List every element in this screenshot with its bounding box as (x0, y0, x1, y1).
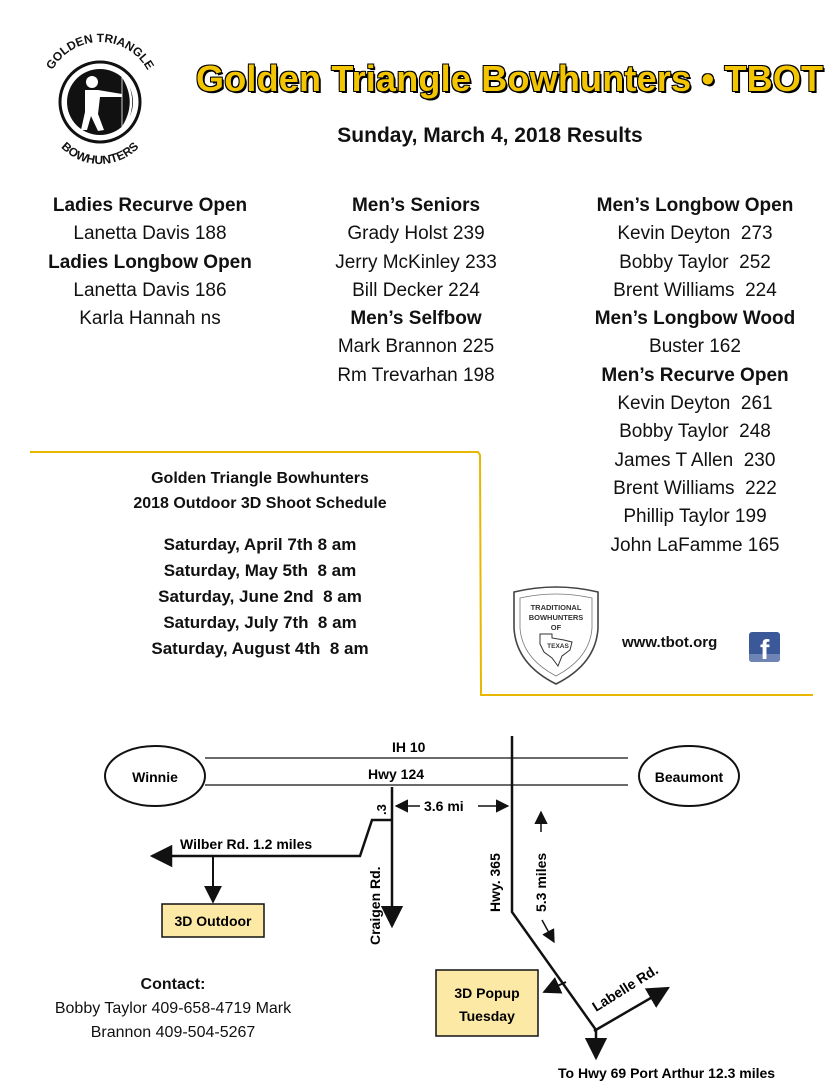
schedule-date: Saturday, May 5th 8 am (163, 561, 357, 580)
result-entry: Rm Trevarhan 198 (337, 364, 495, 386)
hwy124-label: Hwy 124 (368, 766, 425, 782)
result-entry: Jerry McKinley 233 (335, 251, 497, 273)
result-entry: Lanetta Davis 188 (73, 223, 227, 245)
category-heading: Men’s Recurve Open (601, 364, 789, 386)
3d-popup-day-label: Tuesday (459, 1008, 515, 1024)
point3-label: .3 (374, 804, 389, 815)
result-entry: Kevin Deyton 261 (617, 393, 773, 415)
winnie-label: Winnie (132, 769, 178, 785)
result-entry: Brent Williams 222 (613, 477, 777, 499)
result-entry: Bobby Taylor 248 (619, 421, 771, 443)
distance-label: 3.6 mi (424, 798, 464, 814)
result-entry: Phillip Taylor 199 (623, 506, 767, 528)
ih10-label: IH 10 (392, 739, 426, 755)
category-heading: Ladies Longbow Open (48, 251, 252, 273)
badge-text: TRADITIONAL (530, 603, 582, 612)
result-entry: Bobby Taylor 252 (619, 251, 771, 273)
category-heading: Men’s Longbow Open (596, 195, 794, 216)
miles53-label: 5.3 miles (533, 852, 549, 912)
result-entry: Grady Holst 239 (347, 223, 485, 245)
result-entry: Kevin Deyton 273 (617, 223, 773, 245)
contact-line: Brannon 409-504-5267 (90, 1024, 256, 1041)
schedule-date: Saturday, April 7th 8 am (163, 535, 357, 554)
result-entry: John LaFamme 165 (610, 534, 780, 556)
popup-arrow (544, 982, 566, 992)
category-heading: Men’s Selfbow (350, 308, 482, 330)
contact-line: Bobby Taylor 409-658-4719 Mark (54, 1000, 292, 1017)
category-heading: Ladies Recurve Open (52, 195, 248, 216)
result-entry: Lanetta Davis 186 (73, 279, 227, 301)
badge-text: OF (550, 623, 562, 632)
hwy69-label: To Hwy 69 Port Arthur 12.3 miles (558, 1065, 776, 1081)
schedule-date: Saturday, August 4th 8 am (151, 639, 369, 658)
result-entry: Bill Decker 224 (352, 279, 480, 301)
result-entry: Buster 162 (649, 336, 741, 358)
down-arrow (542, 920, 554, 942)
website-link[interactable]: www.tbot.org (622, 634, 718, 651)
logo-bottom-text: BOWHUNTERS (58, 139, 142, 168)
schedule-title-line2: 2018 Outdoor 3D Shoot Schedule (133, 495, 387, 512)
schedule-date: Saturday, July 7th 8 am (163, 613, 357, 632)
schedule-date: Saturday, June 2nd 8 am (158, 587, 362, 606)
category-heading: Men’s Seniors (351, 195, 481, 216)
facebook-icon[interactable]: f (749, 632, 780, 662)
result-entry: Karla Hannah ns (79, 308, 221, 330)
badge-text: TEXAS (547, 643, 569, 650)
page-title: Golden Triangle Bowhunters • TBOT (196, 58, 824, 99)
badge-text: BOWHUNTERS (528, 613, 584, 622)
3d-popup-label: 3D Popup (454, 985, 520, 1001)
craigen-label: Craigen Rd. (367, 866, 383, 945)
hwy365-label: Hwy. 365 (487, 853, 503, 912)
3d-outdoor-label: 3D Outdoor (174, 913, 252, 929)
contact-block (20, 973, 326, 1045)
3d-popup-box (436, 970, 538, 1036)
contact-heading: Contact: (140, 976, 206, 993)
beaumont-label: Beaumont (654, 769, 724, 785)
results-date-subtitle: Sunday, March 4, 2018 Results (337, 124, 643, 147)
category-heading: Men’s Longbow Wood (594, 308, 796, 330)
wilber-label: Wilber Rd. 1.2 miles (180, 836, 313, 852)
schedule-title-line1: Golden Triangle Bowhunters (151, 470, 369, 487)
result-entry: Mark Brannon 225 (337, 336, 495, 358)
logo-top-text: GOLDEN TRIANGLE (43, 30, 157, 72)
result-entry: James T Allen 230 (614, 449, 776, 471)
labelle-label: Labelle Rd. (589, 961, 661, 1015)
result-entry: Brent Williams 224 (613, 279, 777, 301)
